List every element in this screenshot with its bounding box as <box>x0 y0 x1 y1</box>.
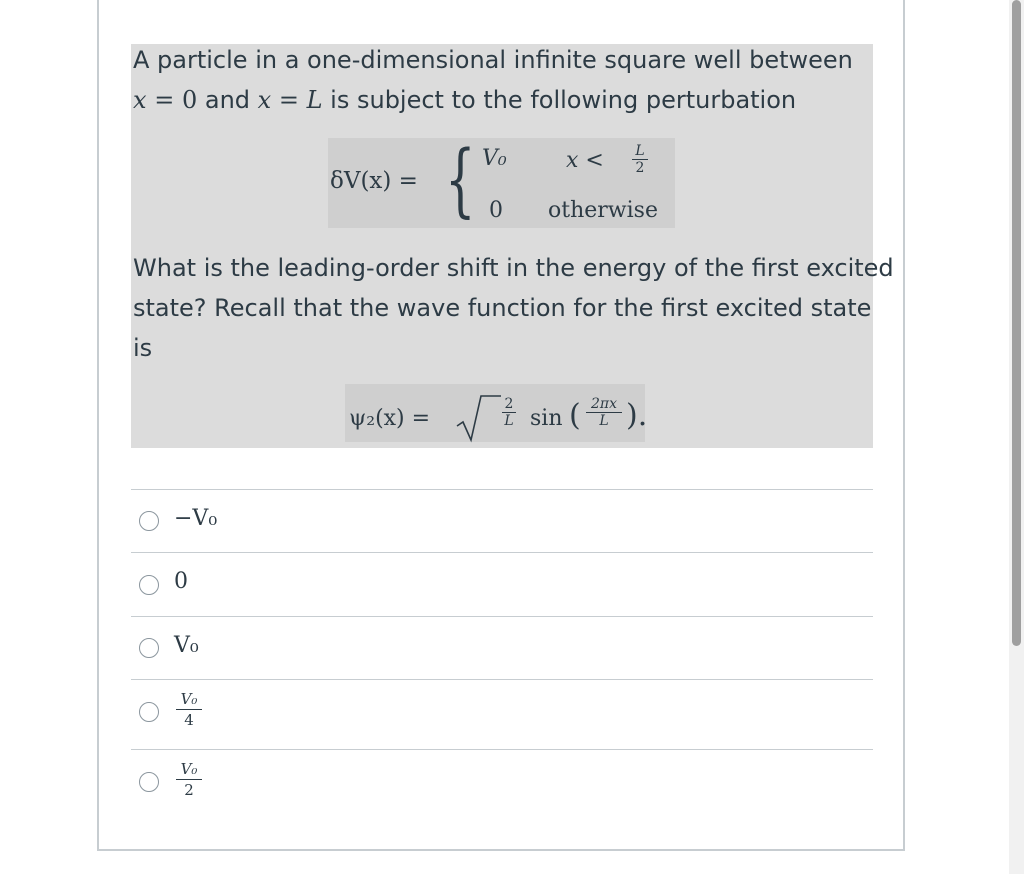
option-radio-4[interactable] <box>139 702 159 722</box>
sqrt-fraction: 2 L <box>502 397 516 428</box>
scrollbar-thumb[interactable] <box>1012 0 1021 646</box>
option-radio-5[interactable] <box>139 772 159 792</box>
equation-lhs: δV(x) = <box>330 168 418 194</box>
case1-value: V₀ <box>482 146 507 171</box>
sin-function: sin <box>530 406 563 431</box>
option-divider <box>131 679 873 680</box>
option-radio-3[interactable] <box>139 638 159 658</box>
option-label-1[interactable]: −V₀ <box>174 506 218 531</box>
left-paren: ( <box>569 398 581 433</box>
sqrt-symbol <box>455 392 503 444</box>
question-paragraph-line-2: state? Recall that the wave function for the first excited state <box>133 294 872 322</box>
option-label-5[interactable]: V₀ 2 <box>176 760 202 799</box>
cases-brace: { <box>445 133 476 226</box>
option-label-2[interactable]: 0 <box>174 569 188 594</box>
option-radio-2[interactable] <box>139 575 159 595</box>
option-divider <box>131 616 873 617</box>
option-divider <box>131 749 873 750</box>
option-divider <box>131 489 873 490</box>
option-divider <box>131 552 873 553</box>
right-paren-period: ). <box>626 398 648 433</box>
option-label-3[interactable]: V₀ <box>174 633 199 658</box>
question-line-1: A particle in a one-dimensional infinite square well between <box>133 46 853 74</box>
question-line-2: x = 0 and x = L is subject to the following perturbation <box>133 86 797 114</box>
case1-fraction: L 2 <box>632 144 648 175</box>
case2-value: 0 <box>489 198 503 223</box>
question-paragraph-line-1: What is the leading-order shift in the energy of the first excited <box>133 254 894 282</box>
psi-lhs: ψ₂(x) = <box>349 406 431 431</box>
case1-condition: x < <box>566 148 604 173</box>
case2-condition: otherwise <box>548 198 658 223</box>
question-paragraph-line-3: is <box>133 334 153 362</box>
option-label-4[interactable]: V₀ 4 <box>176 690 202 729</box>
option-radio-1[interactable] <box>139 511 159 531</box>
sin-argument-fraction: 2πx L <box>586 397 622 428</box>
